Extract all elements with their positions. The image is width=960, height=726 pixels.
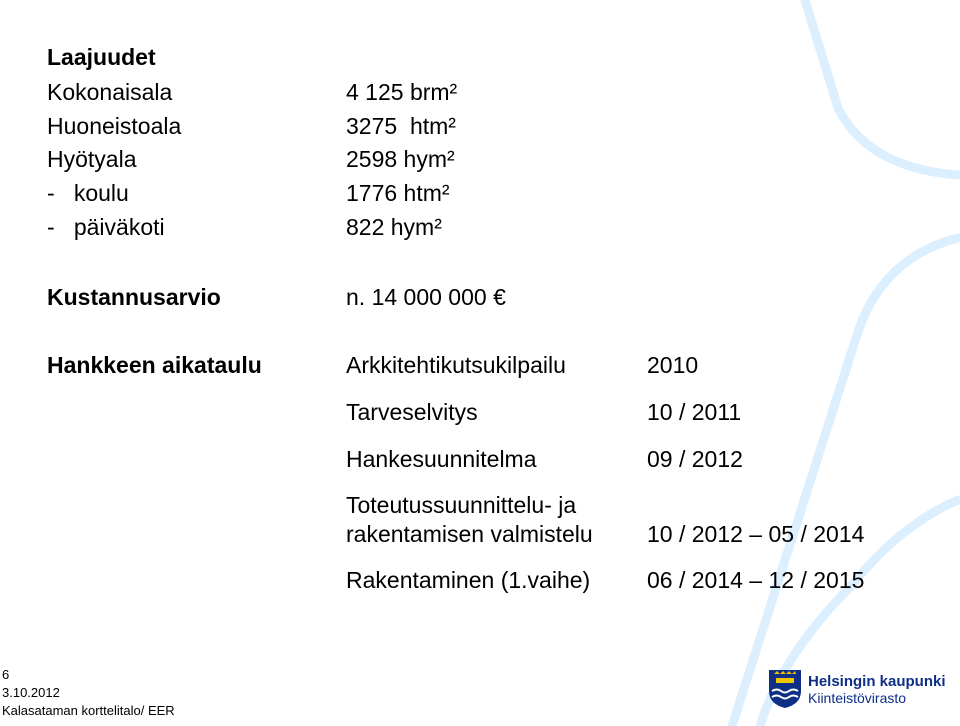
schedule-heading: Hankkeen aikataulu xyxy=(47,352,262,378)
cost-label: Kustannusarvio xyxy=(47,284,221,310)
area-value-koulu: 1776 htm² xyxy=(346,180,450,206)
schedule-time-construction: 06 / 2014 – 12 / 2015 xyxy=(647,567,865,593)
logo-city-name: Helsingin kaupunki xyxy=(808,673,946,690)
footer-date: 3.10.2012 xyxy=(2,685,60,700)
area-value-huoneistoala: 3275 htm² xyxy=(346,113,456,139)
schedule-phase-implementation-line2: rakentamisen valmistelu xyxy=(346,521,593,547)
area-label-koulu: - koulu xyxy=(47,180,129,206)
schedule-time-needs-assessment: 10 / 2011 xyxy=(647,399,742,425)
cost-value: n. 14 000 000 € xyxy=(346,284,506,310)
area-value-hyotyala: 2598 hym² xyxy=(346,146,455,172)
schedule-phase-implementation-line1: Toteutussuunnittelu- ja xyxy=(346,492,577,518)
schedule-time-competition: 2010 xyxy=(647,352,699,378)
areas-heading: Laajuudet xyxy=(47,44,156,70)
schedule-time-implementation: 10 / 2012 – 05 / 2014 xyxy=(647,521,865,547)
schedule-phase-construction: Rakentaminen (1.vaihe) xyxy=(346,567,591,593)
schedule-time-project-plan: 09 / 2012 xyxy=(647,446,743,472)
area-label-huoneistoala: Huoneistoala xyxy=(47,113,182,139)
schedule-phase-project-plan: Hankesuunnitelma xyxy=(346,446,537,472)
area-label-hyotyala: Hyötyala xyxy=(47,146,137,172)
schedule-phase-competition: Arkkitehtikutsukilpailu xyxy=(346,352,566,378)
footer-page-number: 6 xyxy=(2,667,10,682)
logo-department: Kiinteistövirasto xyxy=(808,690,907,706)
schedule-phase-needs-assessment: Tarveselvitys xyxy=(346,399,478,425)
footer-project: Kalasataman korttelitalo/ EER xyxy=(2,703,175,718)
area-value-paivakoti: 822 hym² xyxy=(346,214,442,240)
area-label-paivakoti: - päiväkoti xyxy=(47,214,165,240)
area-label-kokonaisala: Kokonaisala xyxy=(47,79,173,105)
area-value-kokonaisala: 4 125 brm² xyxy=(346,79,458,105)
helsinki-crest-icon xyxy=(768,669,802,709)
